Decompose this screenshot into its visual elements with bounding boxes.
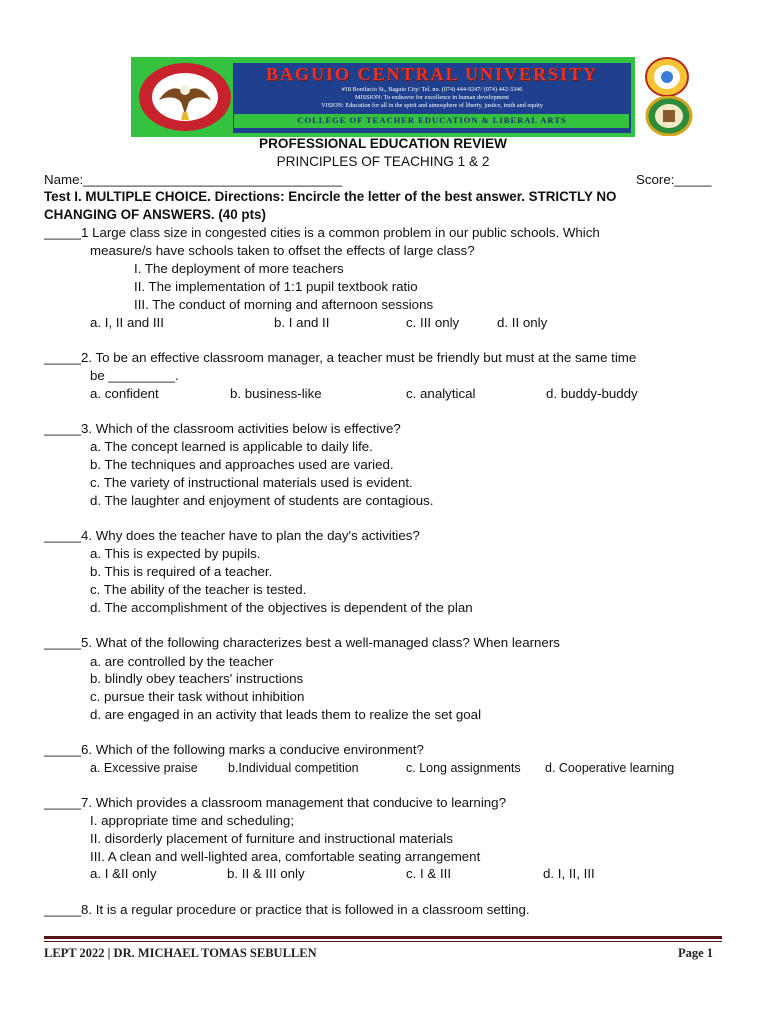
directions-line-2: CHANGING OF ANSWERS. (40 pts) — [44, 207, 266, 222]
q1-choice-d[interactable]: d. II only — [497, 315, 548, 330]
q4-choice-b[interactable]: b. This is required of a teacher. — [90, 564, 273, 579]
q1-statement-3: III. The conduct of morning and afternoon sessions — [134, 297, 434, 312]
q1-choice-b[interactable]: b. I and II — [274, 315, 330, 330]
q3-choice-a[interactable]: a. The concept learned is applicable to daily life. — [90, 439, 373, 454]
university-mission: MISSION: To endeavor for excellence in human development — [355, 94, 509, 101]
footer-page-number: Page 1 — [678, 946, 714, 960]
college-logo-icon — [636, 57, 698, 97]
question-5: _____5. What of the following characterizes best a well-managed class? When learners — [44, 635, 560, 650]
question-2-cont: be _________. — [90, 368, 179, 383]
q3-choice-b[interactable]: b. The techniques and approaches used are varied. — [90, 457, 394, 472]
q2-choice-a[interactable]: a. confident — [90, 386, 159, 401]
department-logo-icon — [636, 96, 702, 136]
university-seal-icon — [137, 62, 233, 132]
q1-statement-1: I. The deployment of more teachers — [134, 261, 344, 276]
q6-choice-b[interactable]: b.Individual competition — [228, 761, 359, 775]
university-name: BAGUIO CENTRAL UNIVERSITY — [265, 64, 599, 84]
q6-choice-c[interactable]: c. Long assignments — [406, 761, 521, 775]
footer-author: LEPT 2022 | DR. MICHAEL TOMAS SEBULLEN — [44, 946, 317, 960]
q4-choice-a[interactable]: a. This is expected by pupils. — [90, 546, 261, 561]
q1-choice-a[interactable]: a. I, II and III — [90, 315, 164, 330]
q5-choice-a[interactable]: a. are controlled by the teacher — [90, 654, 274, 669]
footer-rule-thick — [44, 936, 722, 939]
question-1-cont: measure/s have schools taken to offset the effects of large class? — [90, 243, 475, 258]
q5-choice-c[interactable]: c. pursue their task without inhibition — [90, 689, 305, 704]
q4-choice-d[interactable]: d. The accomplishment of the objectives is dependent of the plan — [90, 600, 473, 615]
q2-choice-d[interactable]: d. buddy-buddy — [546, 386, 638, 401]
q7-statement-2: II. disorderly placement of furniture and instructional materials — [90, 831, 453, 846]
question-1: _____1 Large class size in congested cities is a common problem in our public schools. Which — [44, 225, 600, 240]
q3-choice-c[interactable]: c. The variety of instructional materials used is evident. — [90, 475, 413, 490]
q4-choice-c[interactable]: c. The ability of the teacher is tested. — [90, 582, 307, 597]
q7-statement-3: III. A clean and well-lighted area, comfortable seating arrangement — [90, 849, 481, 864]
document-title: PROFESSIONAL EDUCATION REVIEW — [259, 136, 507, 151]
q1-statement-2: II. The implementation of 1:1 pupil textbook ratio — [134, 279, 418, 294]
q7-choice-d[interactable]: d. I, II, III — [543, 866, 595, 881]
document-subtitle: PRINCIPLES OF TEACHING 1 & 2 — [276, 154, 490, 169]
university-vision: VISION: Education for all in the spirit and atmosphere of liberty, justice, truth and equity — [321, 102, 543, 109]
q5-choice-d[interactable]: d. are engaged in an activity that leads them to realize the set goal — [90, 707, 482, 722]
college-name: COLLEGE OF TEACHER EDUCATION & LIBERAL ARTS — [297, 115, 567, 125]
q7-choice-c[interactable]: c. I & III — [406, 866, 452, 881]
q2-choice-c[interactable]: c. analytical — [406, 386, 476, 401]
question-2: _____2. To be an effective classroom manager, a teacher must be friendly but must at the same time — [44, 350, 637, 365]
q3-choice-d[interactable]: d. The laughter and enjoyment of students are contagious. — [90, 493, 434, 508]
name-field[interactable]: Name:___________________________________ — [44, 172, 342, 187]
q7-choice-b[interactable]: b. II & III only — [227, 866, 305, 881]
q7-choice-a[interactable]: a. I &II only — [90, 866, 157, 881]
q5-choice-b[interactable]: b. blindly obey teachers' instructions — [90, 671, 304, 686]
q7-statement-1: I. appropriate time and scheduling; — [90, 813, 295, 828]
question-6: _____6. Which of the following marks a conducive environment? — [44, 742, 424, 757]
question-4: _____4. Why does the teacher have to plan the day's activities? — [44, 528, 420, 543]
score-field[interactable]: Score:_____ — [636, 172, 712, 187]
q2-choice-b[interactable]: b. business-like — [230, 386, 322, 401]
footer-rule-thin — [44, 941, 722, 942]
university-address: #18 Bonifacio St., Baguio City/ Tel. no. (074) 444-9247/ (074) 442-3346 — [341, 86, 523, 93]
q6-choice-d[interactable]: d. Cooperative learning — [545, 761, 675, 775]
directions-line-1: Test I. MULTIPLE CHOICE. Directions: Encircle the letter of the best answer. STRICTLY NO — [44, 189, 617, 204]
q6-choice-a[interactable]: a. Excessive praise — [90, 761, 198, 775]
question-3: _____3. Which of the classroom activities below is effective? — [44, 421, 401, 436]
q1-choice-c[interactable]: c. III only — [406, 315, 460, 330]
question-8: _____8. It is a regular procedure or practice that is followed in a classroom setting. — [44, 902, 530, 917]
question-7: _____7. Which provides a classroom management that conducive to learning? — [44, 795, 506, 810]
